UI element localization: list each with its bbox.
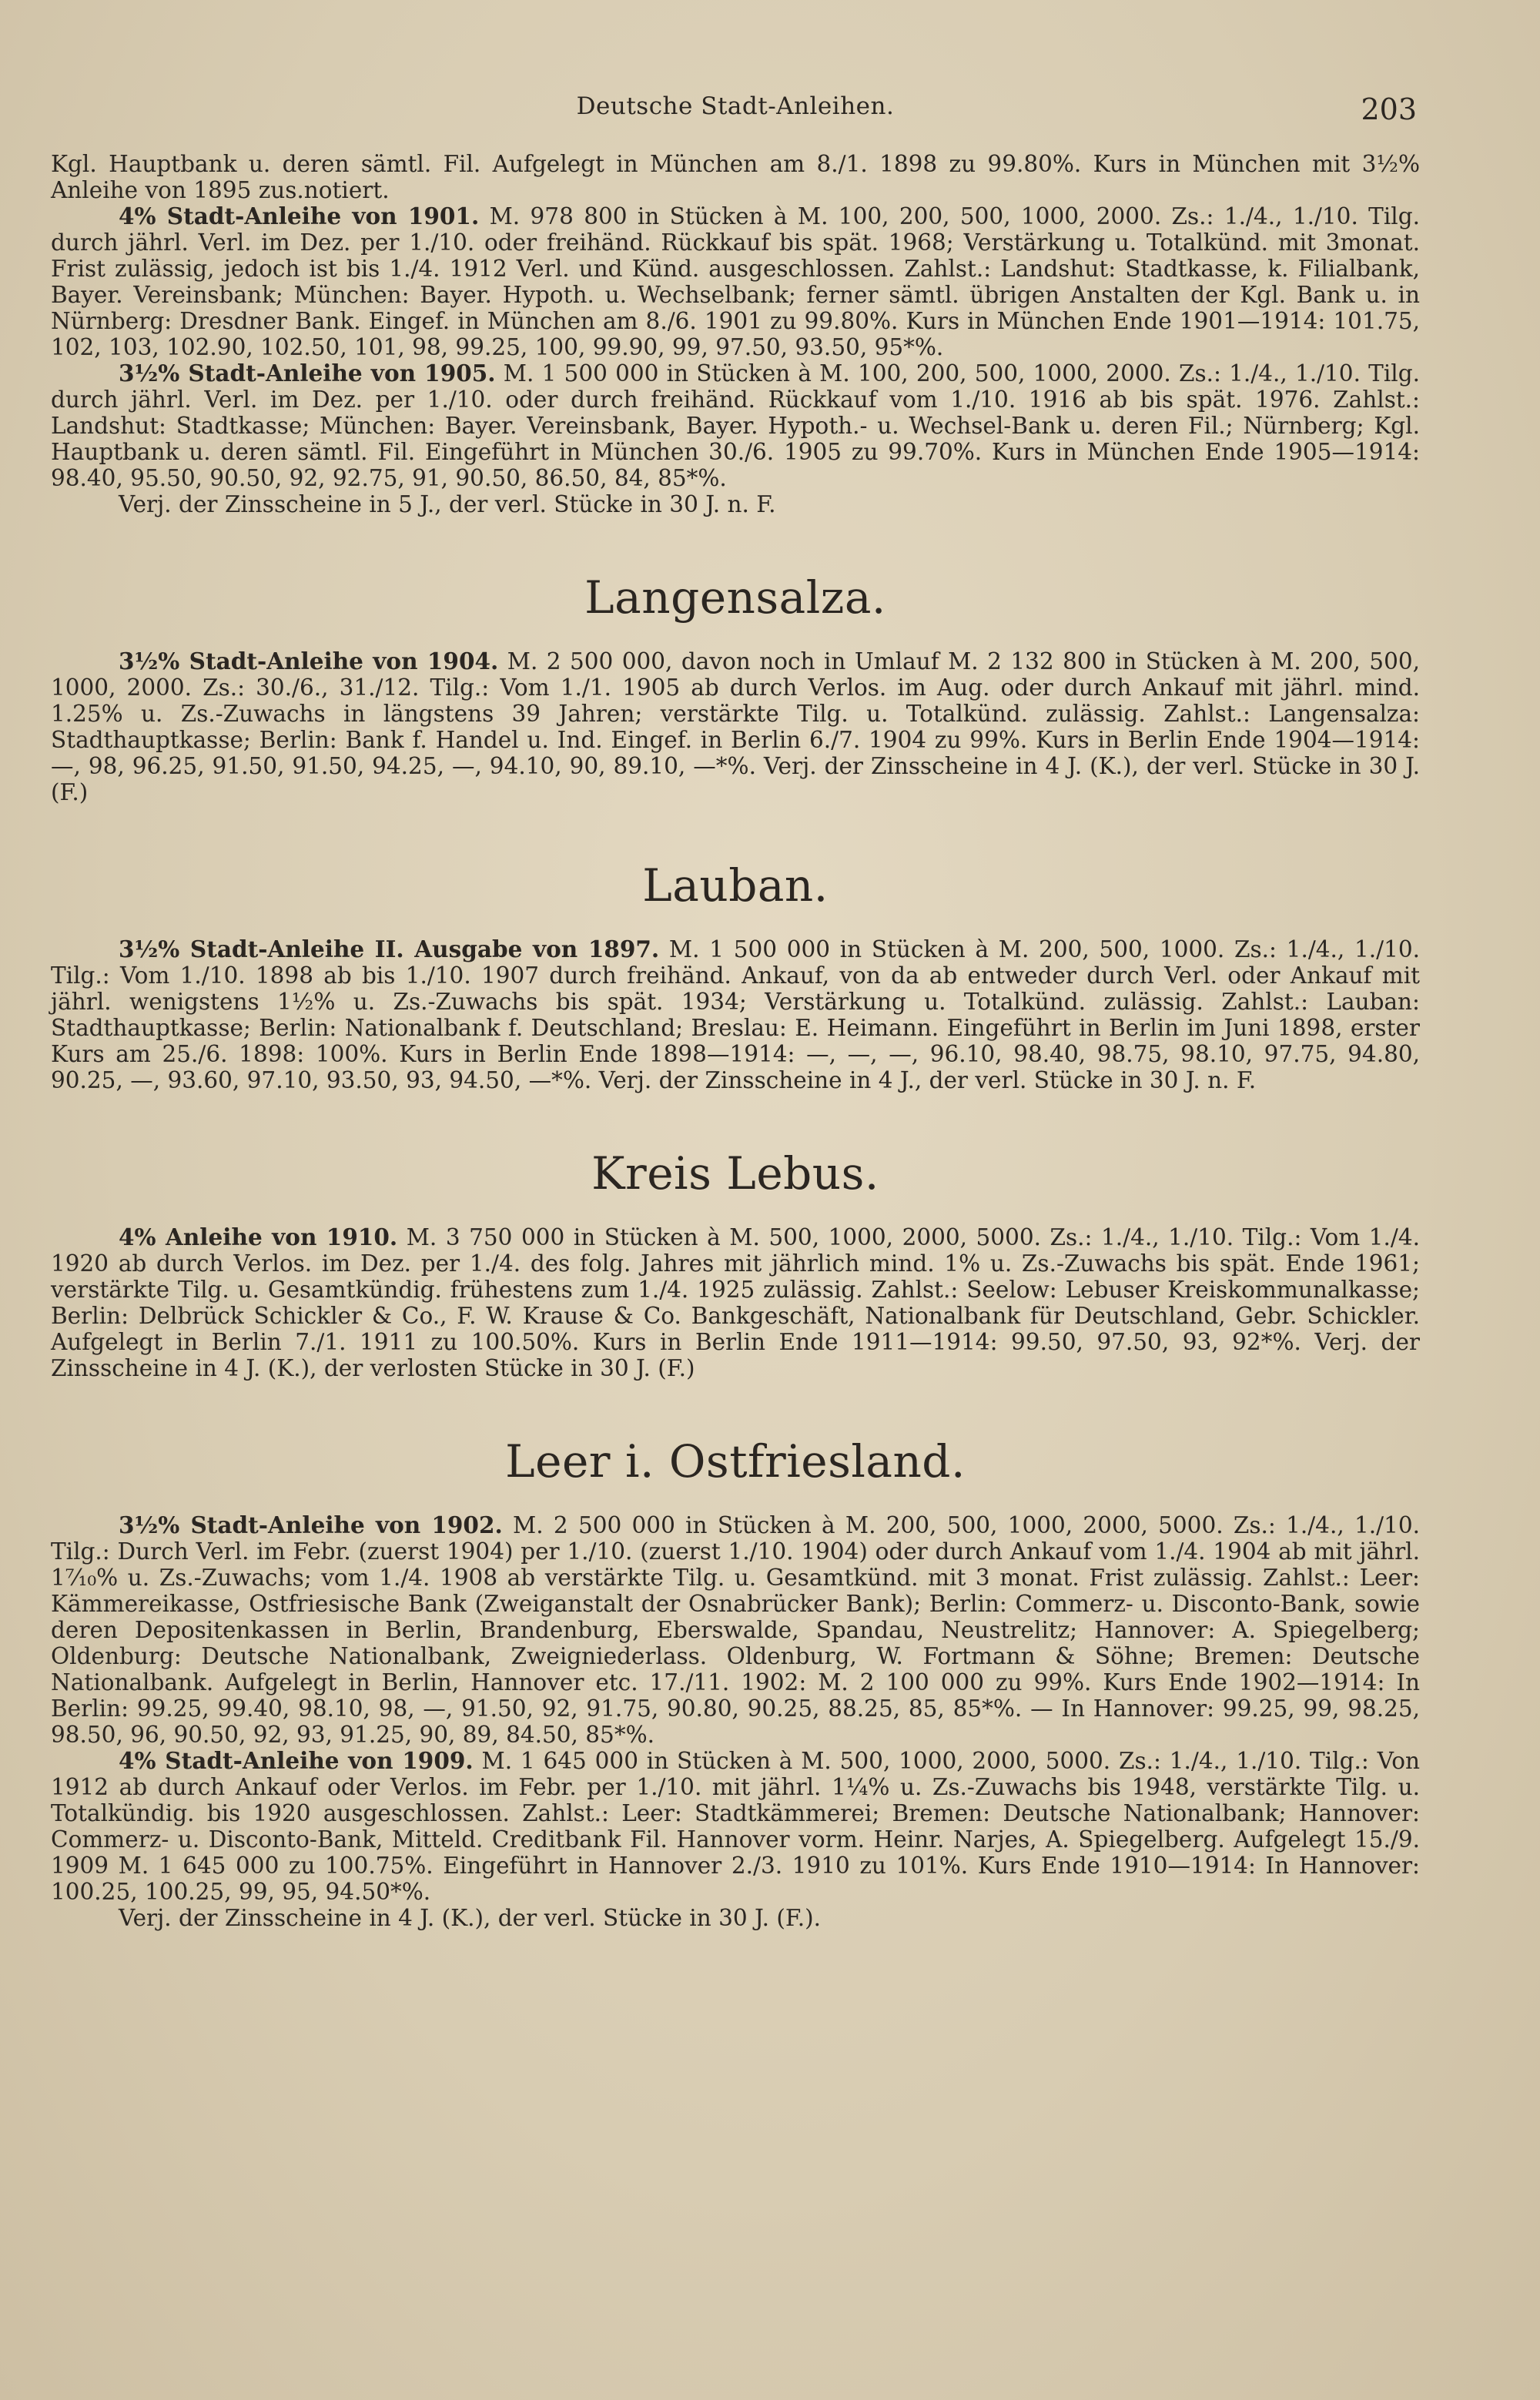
loan-title: 3½% Stadt-Anleihe von 1902.: [119, 1511, 503, 1538]
section-leer: [51, 1512, 1420, 1931]
loan-text: M. 3 750 000 in Stücken à M. 500, 1000, 2000, 5000. Zs.: 1./4., 1./10. Tilg.: Vom 1./4. 1920 ab durch Verlos. im Dez. per 1./4. des folg. Jahres mit jährlich mind. 1% u. Zs.-Zuwachs bis spät. Ende 1961; verstärkte Tilg. u. Gesamtkündig. frühestens zum 1./4. 1925 zulässig. Zahlst.: Seelow: Lebuser Kreiskommunalkasse; Berlin: Delbrück Schickler & Co., F. W. Krause & Co. Bankgeschäft, Nationalbank für Deutschland, Gebr. Schickler. Aufgelegt in Berlin 7./1. 1911 zu 100.50%. Kurs in Berlin Ende 1911—1914: 99.50, 97.50, 93, 92*%. Verj. der Zinsscheine in 4 J. (K.), der verlosten Stücke in 30 J. (F.): [51, 1224, 1420, 1381]
loan-entry-1909: [51, 1748, 1420, 1905]
loan-title: 4% Anleihe von 1910.: [119, 1223, 398, 1250]
loan-text: M. 1 500 000 in Stücken à M. 200, 500, 1000. Zs.: 1./4., 1./10. Tilg.: Vom 1./10. 1898 ab bis 1./10. 1907 durch freihänd. Ankauf, von da ab entweder durch Verl. oder Ankauf mit jährl. wenigstens 1½% u. Zs.-Zuwachs bis spät. 1934; Verstärkung u. Totalkünd. zulässig. Zahlst.: Lauban: Stadthauptkasse; Berlin: Nationalbank f. Deutschland; Breslau: E. Heimann. Eingeführt in Berlin im Juni 1898, erster Kurs am 25./6. 1898: 100%. Kurs in Berlin Ende 1898—1914: —, —, —, 96.10, 98.40, 98.75, 98.10, 97.75, 94.80, 90.25, —, 93.60, 97.10, 93.50, 93, 94.50, —*%. Verj. der Zinsscheine in 4 J., der verl. Stücke in 30 J. n. F.: [51, 936, 1420, 1093]
loan-entry-1902: [51, 1512, 1420, 1748]
section-title-kreis-lebus: Kreis Lebus.: [591, 1147, 879, 1200]
intro-block: [51, 151, 1420, 517]
section-lauban: [51, 936, 1420, 1093]
section-langensalza: [51, 648, 1420, 805]
loan-title: 4% Stadt-Anleihe von 1901.: [119, 203, 480, 229]
section-title-langensalza: Langensalza.: [584, 571, 886, 624]
section-title-lauban: Lauban.: [642, 859, 829, 912]
loan-title: 3½% Stadt-Anleihe II. Ausgabe von 1897.: [119, 936, 660, 962]
loan-text: M. 1 500 000 in Stücken à M. 100, 200, 500, 1000, 2000. Zs.: 1./4., 1./10. Tilg. durch jährl. Verl. im Dez. per 1./10. oder durch freihänd. Rückkauf vom 1./10. 1916 ab bis spät. 1976. Zahlst.: Landshut: Stadtkasse; München: Bayer. Vereinsbank, Bayer. Hypoth.- u. Wechsel-Bank u. deren Fil.; Nürnberg; Kgl. Hauptbank u. deren sämtl. Fil. Eingeführt in München 30./6. 1905 zu 99.70%. Kurs in München Ende 1905—1914: 98.40, 95.50, 90.50, 92, 92.75, 91, 90.50, 86.50, 84, 85*%.: [51, 360, 1420, 491]
loan-text: M. 2 500 000, davon noch in Umlauf M. 2 132 800 in Stücken à M. 200, 500, 1000, 2000. Zs.: 30./6., 31./12. Tilg.: Vom 1./1. 1905 ab durch Verlos. im Aug. oder durch Ankauf mit jährl. mind. 1.25% u. Zs.-Zuwachs in längstens 39 Jahren; verstärkte Tilg. u. Totalkünd. zulässig. Zahlst.: Langensalza: Stadthauptkasse; Berlin: Bank f. Handel u. Ind. Eingef. in Berlin 6./7. 1904 zu 99%. Kurs in Berlin Ende 1904—1914: —, 98, 96.25, 91.50, 91.50, 94.25, —, 94.10, 90, 89.10, —*%. Verj. der Zinsscheine in 4 J. (K.), der verl. Stücke in 30 J. (F.): [51, 648, 1420, 805]
section-kreis-lebus: [51, 1224, 1420, 1381]
loan-entry-1897: [51, 936, 1420, 1093]
limitation-note: Verj. der Zinsscheine in 5 J., der verl. Stücke in 30 J. n. F.: [119, 491, 776, 517]
running-title: Deutsche Stadt-Anleihen.: [576, 92, 895, 120]
loan-entry-1910: [51, 1224, 1420, 1381]
section-title-leer: Leer i. Ostfriesland.: [505, 1435, 966, 1488]
loan-title: 3½% Stadt-Anleihe von 1904.: [119, 648, 499, 674]
loan-text: M. 1 645 000 in Stücken à M. 500, 1000, 2000, 5000. Zs.: 1./4., 1./10. Tilg.: Von 1912 ab durch Ankauf oder Verlos. im Febr. per 1./10. mit jährl. 1¼% u. Zs.-Zuwachs bis 1948, verstärkte Tilg. u. Totalkündig. bis 1920 ausgeschlossen. Zahlst.: Leer: Stadtkämmerei; Bremen: Deutsche Nationalbank; Hannover: Commerz- u. Disconto-Bank, Mitteld. Creditbank Fil. Hannover vorm. Heinr. Narjes, A. Spiegelberg. Aufgelegt 15./9. 1909 M. 1 645 000 zu 100.75%. Eingeführt in Hannover 2./3. 1910 zu 101%. Kurs Ende 1910—1914: In Hannover: 100.25, 100.25, 99, 95, 94.50*%.: [51, 1748, 1420, 1905]
page-number: 203: [1361, 92, 1417, 126]
loan-entry-1904: [51, 648, 1420, 805]
loan-entry-1901: [51, 203, 1420, 360]
loan-text: M. 978 800 in Stücken à M. 100, 200, 500, 1000, 2000. Zs.: 1./4., 1./10. Tilg. durch jährl. Verl. im Dez. per 1./10. oder freihänd. Rückkauf bis spät. 1968; Verstärkung u. Totalkünd. mit 3monat. Frist zulässig, jedoch ist bis 1./4. 1912 Verl. und Künd. ausgeschlossen. Zahlst.: Landshut: Stadtkasse, k. Filialbank, Bayer. Vereinsbank; München: Bayer. Hypoth. u. Wechselbank; ferner sämtl. übrigen Anstalten der Kgl. Bank u. in Nürnberg: Dresdner Bank. Eingef. in München am 8./6. 1901 zu 99.80%. Kurs in München Ende 1901—1914: 101.75, 102, 103, 102.90, 102.50, 101, 98, 99.25, 100, 99.90, 99, 97.50, 93.50, 95*%.: [51, 203, 1420, 360]
loan-text: M. 2 500 000 in Stücken à M. 200, 500, 1000, 2000, 5000. Zs.: 1./4., 1./10. Tilg.: Durch Verl. im Febr. (zuerst 1904) per 1./10. (zuerst 1./10. 1904) oder durch Ankauf vom 1./4. 1904 ab mit jährl. 1⁷⁄₁₀% u. Zs.-Zuwachs; vom 1./4. 1908 ab verstärkte Tilg. u. Gesamtkünd. mit 3 monat. Frist zulässig. Zahlst.: Leer: Kämmereikasse, Ostfriesische Bank (Zweiganstalt der Osnabrücker Bank); Berlin: Commerz- u. Disconto-Bank, sowie deren Depositenkassen in Berlin, Brandenburg, Eberswalde, Spandau, Neustrelitz; Hannover: A. Spiegelberg; Oldenburg: Deutsche Nationalbank, Zweigniederlass. Oldenburg, W. Fortmann & Söhne; Bremen: Deutsche Nationalbank. Aufgelegt in Berlin, Hannover etc. 17./11. 1902: M. 2 100 000 zu 99%. Kurs Ende 1902—1914: In Berlin: 99.25, 99.40, 98.10, 98, —, 91.50, 92, 91.75, 90.80, 90.25, 88.25, 85, 85*%. — In Hannover: 99.25, 99, 98.25, 98.50, 96, 90.50, 92, 93, 91.25, 90, 89, 84.50, 85*%.: [51, 1512, 1420, 1748]
limitation-note: Verj. der Zinsscheine in 4 J. (K.), der verl. Stücke in 30 J. (F.).: [119, 1905, 821, 1931]
continuation-paragraph: Kgl. Hauptbank u. deren sämtl. Fil. Aufgelegt in München am 8./1. 1898 zu 99.80%. Kurs in München mit 3½% Anleihe von 1895 zus.notiert.: [51, 151, 1420, 203]
loan-entry-1905: [51, 360, 1420, 491]
running-head: [51, 85, 1420, 131]
loan-title: 4% Stadt-Anleihe von 1909.: [119, 1747, 474, 1774]
loan-title: 3½% Stadt-Anleihe von 1905.: [119, 360, 496, 387]
